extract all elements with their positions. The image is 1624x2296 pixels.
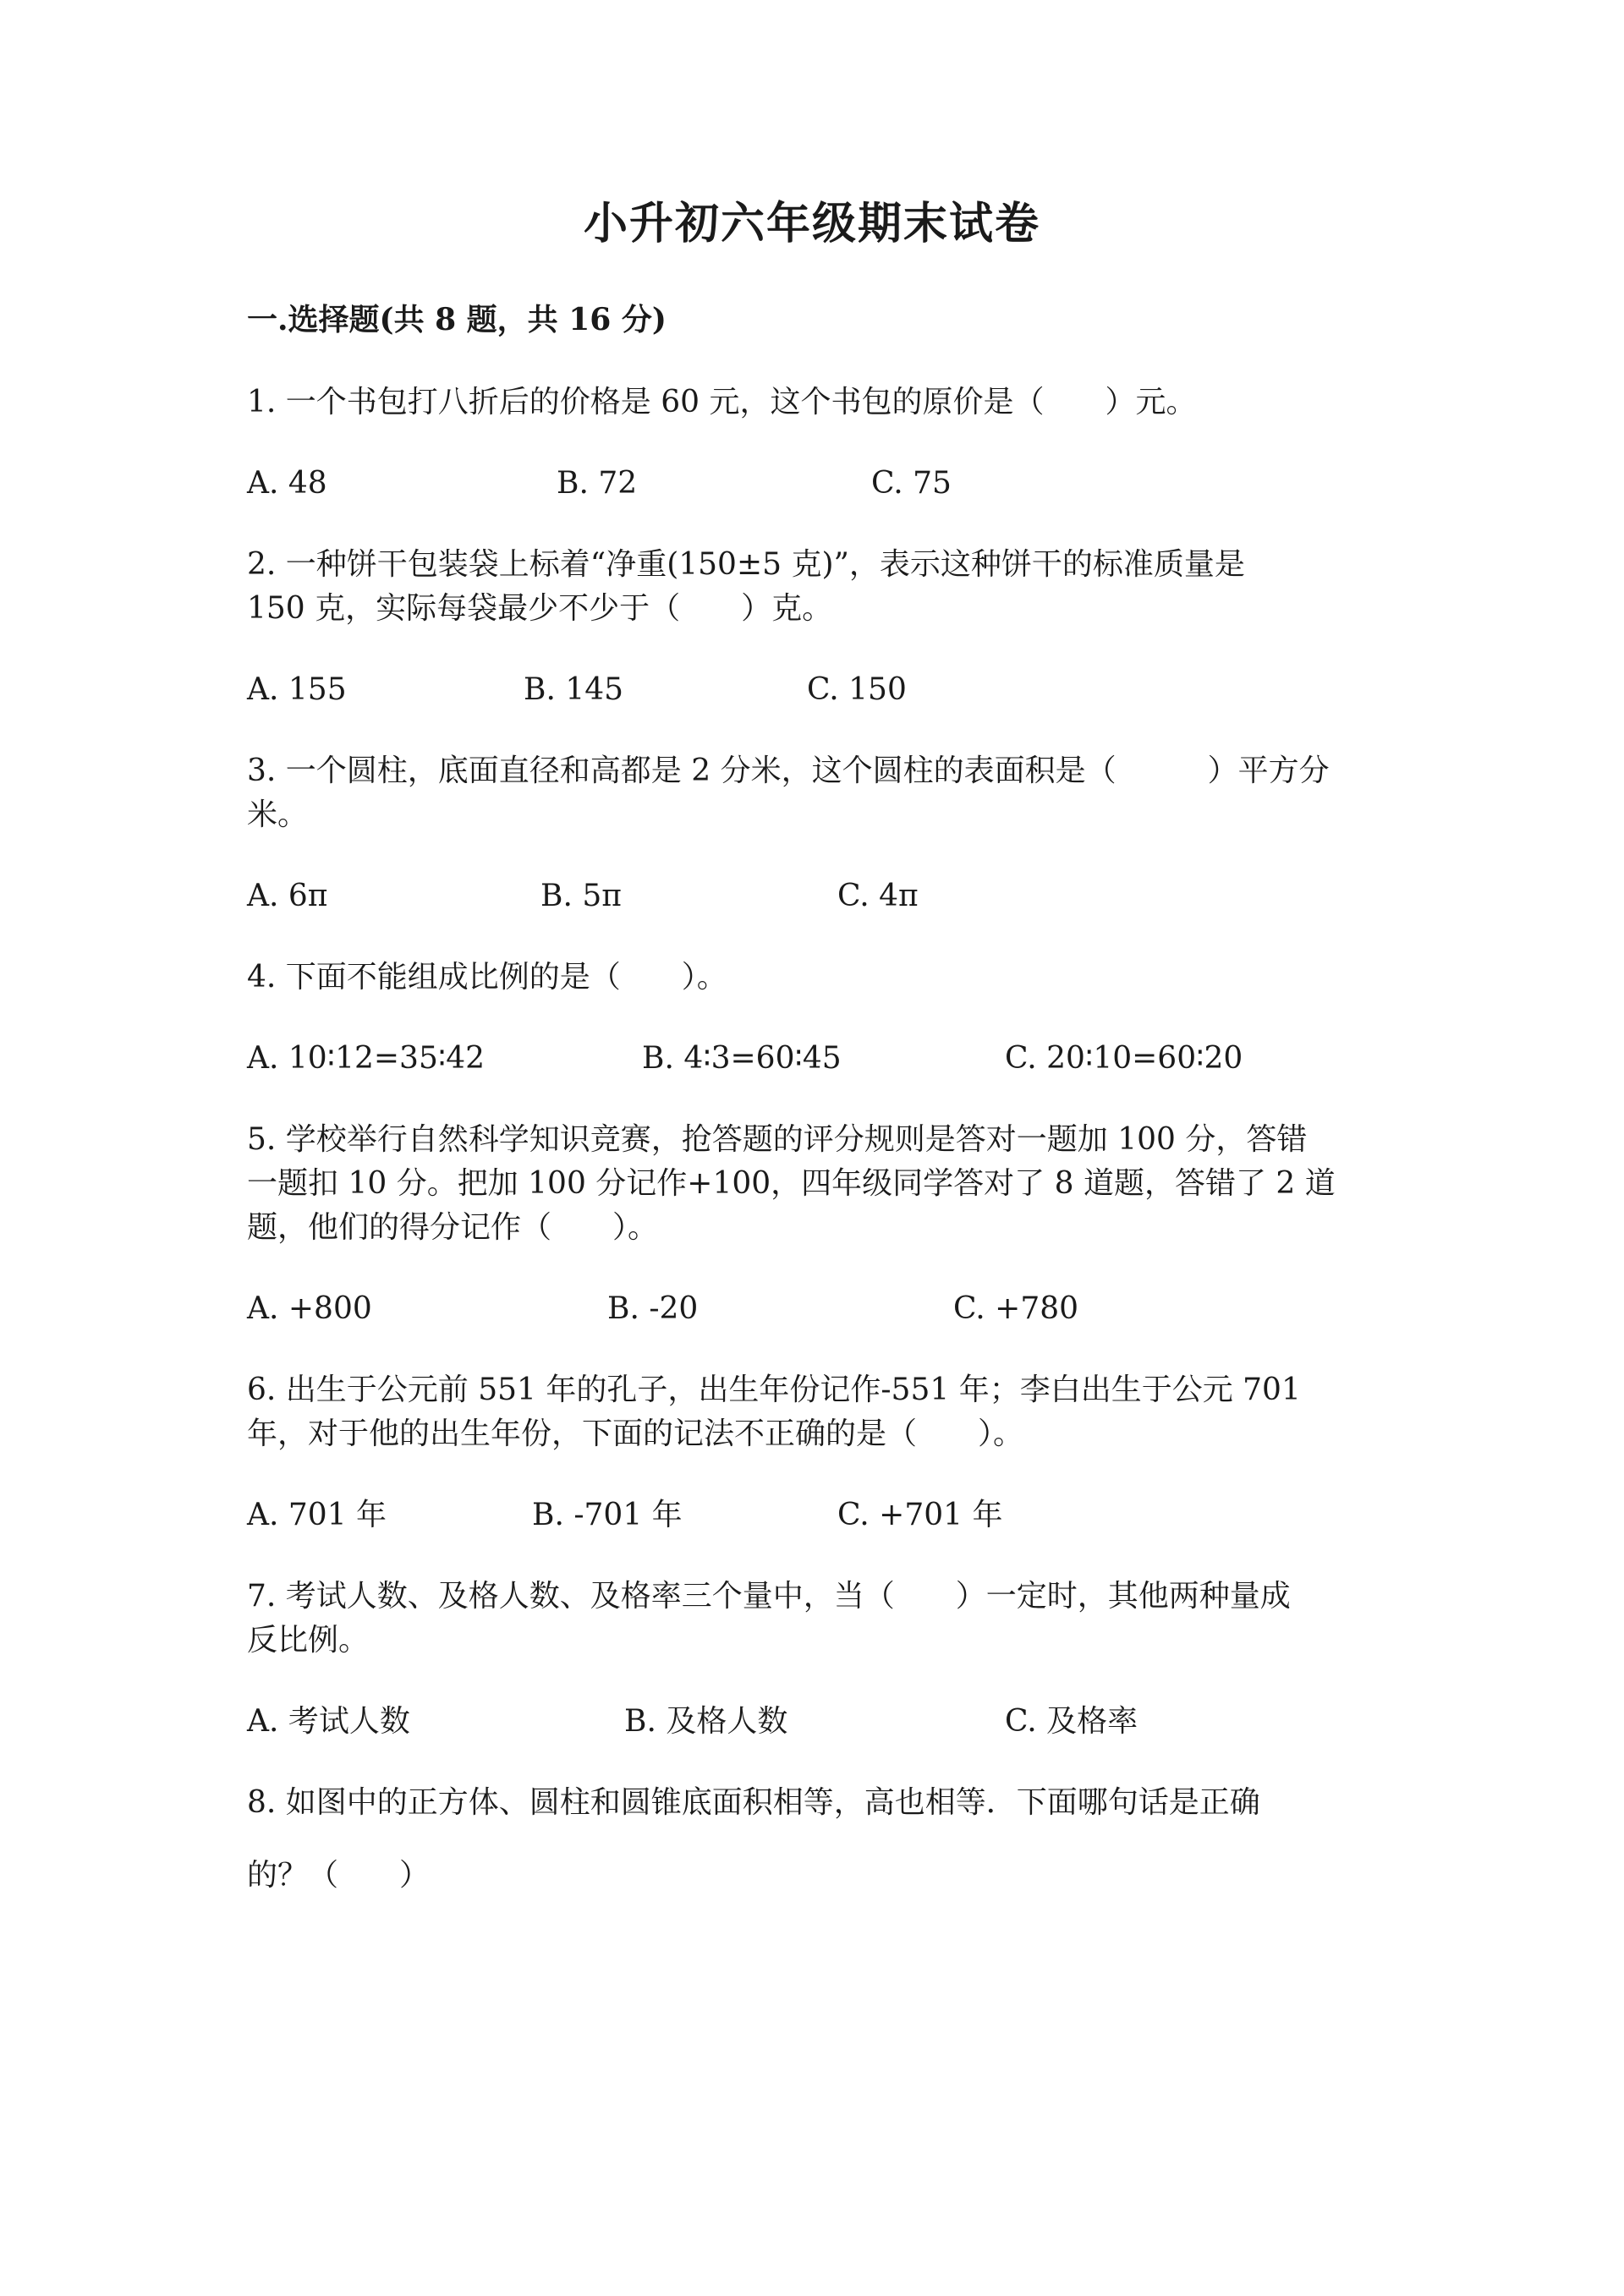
question-7-option-b: B. 及格人数 bbox=[624, 1704, 788, 1739]
question-3-option-c: C. 4π bbox=[837, 879, 919, 913]
page-title: 小升初六年级期末试卷 bbox=[583, 198, 1040, 249]
question-7-option-c: C. 及格率 bbox=[1005, 1704, 1138, 1739]
question-1-option-c: C. 75 bbox=[871, 466, 952, 501]
question-3-line-1: 3. 一个圆柱，底面直径和高都是 2 分米，这个圆柱的表面积是（ ）平方分 bbox=[247, 753, 1330, 788]
question-2-line-2: 150 克，实际每袋最少不少于（ ）克。 bbox=[247, 591, 833, 626]
question-2-line-1: 2. 一种饼干包装袋上标着“净重(150±5 克)”，表示这种饼干的标准质量是 bbox=[247, 547, 1245, 582]
question-5-option-b: B. -20 bbox=[607, 1291, 699, 1326]
question-4-option-a: A. 10∶12=35∶42 bbox=[247, 1041, 486, 1076]
question-1-line-1: 1. 一个书包打八折后的价格是 60 元，这个书包的原价是（ ）元。 bbox=[247, 385, 1197, 419]
question-7-line-1: 7. 考试人数、及格人数、及格率三个量中，当（ ）一定时，其他两种量成 bbox=[247, 1579, 1291, 1614]
question-3-option-a: A. 6π bbox=[247, 879, 328, 913]
question-2-option-b: B. 145 bbox=[524, 672, 624, 707]
question-8-line-2: 的？（ ） bbox=[247, 1858, 431, 1893]
question-8-line-1: 8. 如图中的正方体、圆柱和圆锥底面积相等，高也相等．下面哪句话是正确 bbox=[247, 1785, 1260, 1820]
question-2-option-c: C. 150 bbox=[807, 672, 907, 707]
question-7-line-2: 反比例。 bbox=[247, 1623, 370, 1658]
question-5-line-3: 题，他们的得分记作（ ）。 bbox=[247, 1210, 659, 1245]
question-6-line-1: 6. 出生于公元前 551 年的孔子，出生年份记作-551 年；李白出生于公元 701 bbox=[247, 1373, 1301, 1407]
question-3-line-2: 米。 bbox=[247, 797, 309, 832]
question-4-line-1: 4. 下面不能组成比例的是（ ）。 bbox=[247, 960, 727, 995]
question-3-option-b: B. 5π bbox=[540, 879, 622, 913]
question-6-option-b: B. -701 年 bbox=[532, 1498, 683, 1532]
question-6-option-c: C. +701 年 bbox=[837, 1498, 1003, 1532]
question-4-option-b: B. 4∶3=60∶45 bbox=[642, 1041, 842, 1076]
section-heading: 一.选择题(共 8 题，共 16 分) bbox=[247, 302, 667, 337]
question-5-line-2: 一题扣 10 分。把加 100 分记作+100，四年级同学答对了 8 道题，答错了 2 道 bbox=[247, 1166, 1336, 1201]
question-7-option-a: A. 考试人数 bbox=[247, 1704, 410, 1739]
question-5-option-c: C. +780 bbox=[953, 1291, 1079, 1326]
question-5-option-a: A. +800 bbox=[247, 1291, 372, 1326]
question-2-option-a: A. 155 bbox=[247, 672, 347, 707]
question-4-option-c: C. 20∶10=60∶20 bbox=[1005, 1041, 1243, 1076]
question-1-option-b: B. 72 bbox=[557, 466, 638, 501]
question-5-line-1: 5. 学校举行自然科学知识竞赛，抢答题的评分规则是答对一题加 100 分，答错 bbox=[247, 1122, 1308, 1157]
question-1-option-a: A. 48 bbox=[247, 466, 327, 501]
question-6-line-2: 年，对于他的出生年份，下面的记法不正确的是（ ）。 bbox=[247, 1417, 1024, 1451]
question-6-option-a: A. 701 年 bbox=[247, 1498, 387, 1532]
